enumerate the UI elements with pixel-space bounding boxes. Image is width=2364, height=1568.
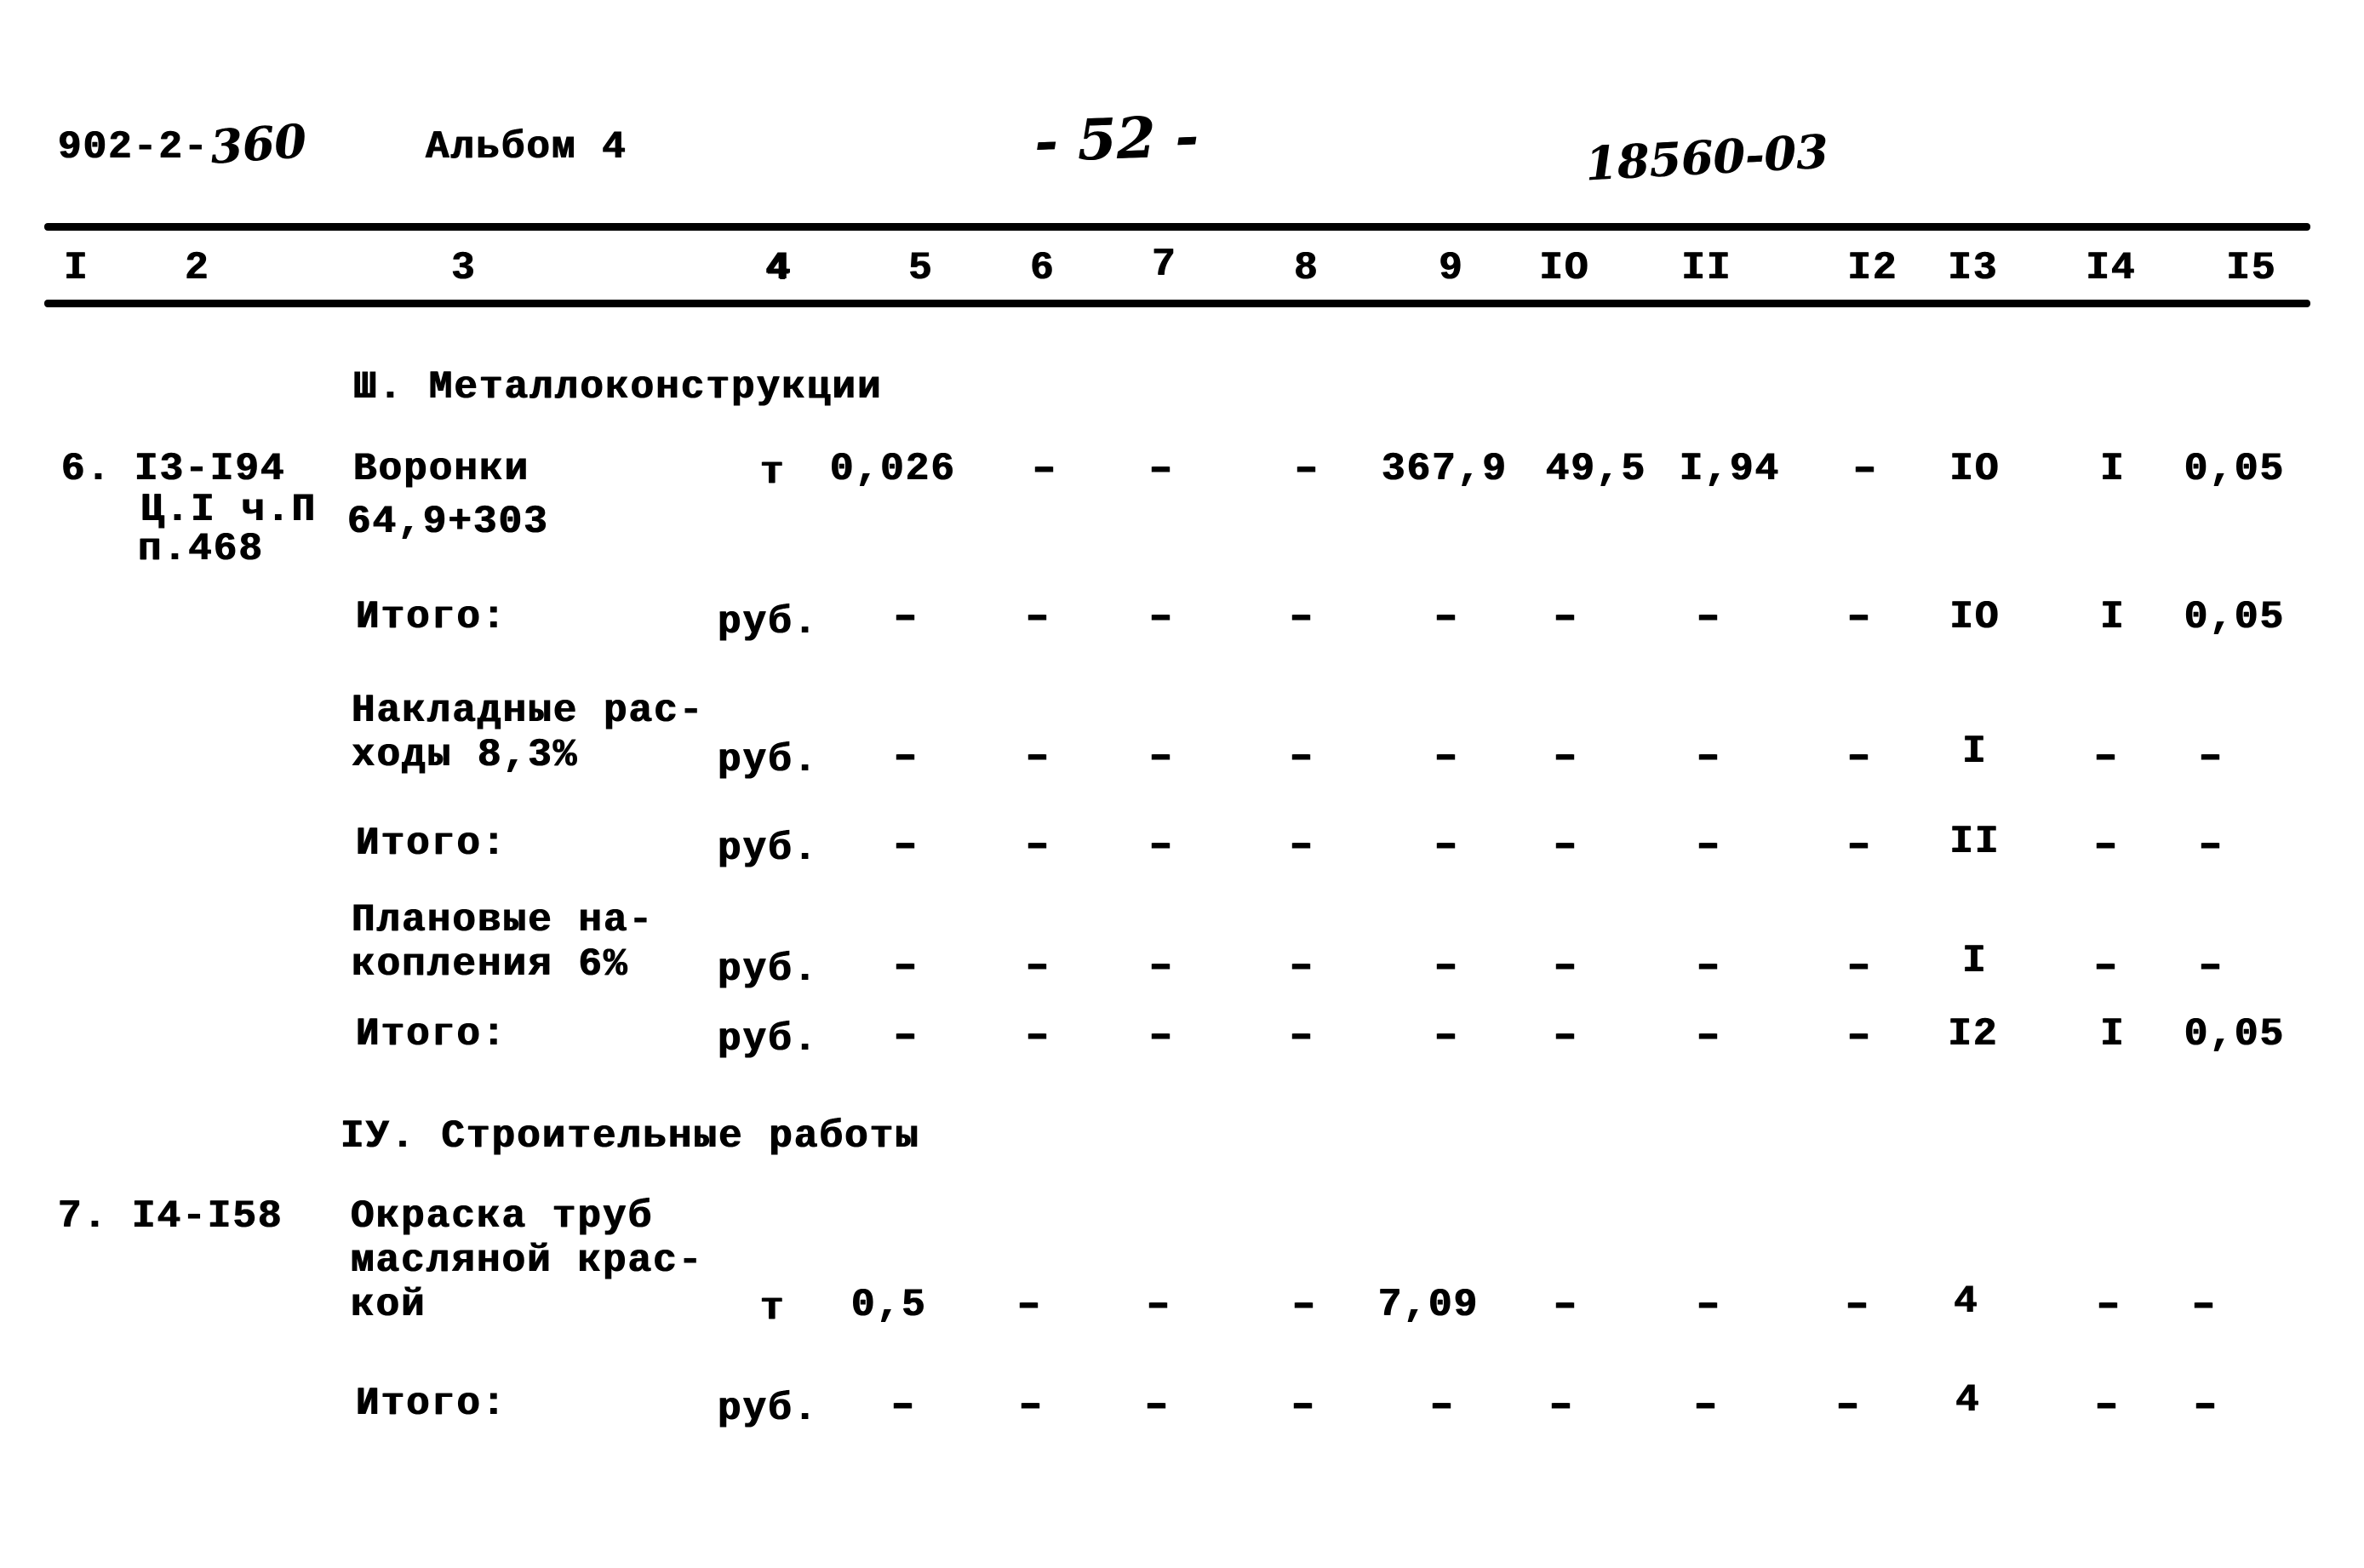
row7-col11-dash: -	[1690, 1279, 1729, 1331]
column-number-15: I5	[2226, 246, 2277, 290]
overhead-label-line2: ходы 8,3%	[352, 733, 579, 777]
row6-name-line1: Воронки	[353, 447, 530, 491]
row7-col14-dash: -	[2090, 1279, 2129, 1331]
itogo1-unit: руб.	[718, 600, 819, 644]
stamp-number: 18560-03	[1583, 123, 1829, 192]
row6-ref-line3: п.468	[138, 527, 265, 571]
itogo4-unit: руб.	[718, 1387, 819, 1431]
itogo1-col10-dash: -	[1547, 592, 1586, 643]
overhead-label-line1: Накладные рас-	[352, 689, 705, 733]
itogo4-col6-dash: -	[1012, 1380, 1051, 1431]
planned-unit: руб.	[718, 947, 819, 992]
itogo2-unit: руб.	[718, 827, 819, 871]
itogo2-col15-dash: -	[2192, 820, 2231, 871]
column-number-7: 7	[1152, 243, 1177, 287]
row6-name-line2: 64,9+303	[347, 500, 549, 544]
row7-col15-dash: -	[2185, 1279, 2224, 1331]
row7-name-line2: масляной крас-	[351, 1239, 704, 1283]
overhead-col12-dash: -	[1840, 731, 1880, 782]
row6-col8-dash: -	[1288, 444, 1327, 495]
itogo4-col11-dash: -	[1687, 1380, 1726, 1431]
overhead-col5-dash: -	[887, 731, 926, 782]
itogo2-col11-dash: -	[1690, 820, 1729, 871]
row6-col9-value: 367,9	[1381, 447, 1508, 491]
planned-col14-dash: -	[2087, 941, 2126, 992]
itogo3-col9-dash: -	[1428, 1010, 1467, 1062]
row7-quantity: 0,5	[851, 1283, 927, 1327]
planned-label-line2: копления 6%	[352, 942, 629, 987]
album-title: Альбом 4	[426, 125, 627, 169]
planned-col6-dash: -	[1019, 941, 1058, 992]
planned-label-line1: Плановые на-	[352, 898, 655, 942]
itogo3-col8-dash: -	[1283, 1010, 1322, 1062]
itogo4-label: Итого:	[356, 1382, 507, 1426]
row6-unit: т	[760, 450, 786, 495]
itogo2-col7-dash: -	[1142, 820, 1182, 871]
itogo4-col12-dash: -	[1829, 1380, 1869, 1431]
itogo1-col9-dash: -	[1428, 592, 1467, 643]
overhead-unit: руб.	[718, 738, 819, 782]
overhead-col13-value: I	[1962, 730, 1988, 774]
itogo3-col6-dash: -	[1019, 1010, 1058, 1062]
planned-col10-dash: -	[1547, 941, 1586, 992]
overhead-col15-dash: -	[2192, 731, 2231, 782]
itogo1-label: Итого:	[356, 595, 507, 639]
itogo1-col11-dash: -	[1690, 592, 1729, 643]
planned-col8-dash: -	[1283, 941, 1322, 992]
itogo1-col15-value: 0,05	[2184, 595, 2286, 639]
row7-col9-value: 7,09	[1377, 1283, 1480, 1327]
planned-col5-dash: -	[887, 941, 926, 992]
itogo2-col13-value: II	[1949, 820, 2001, 864]
row6-quantity: 0,026	[830, 447, 957, 491]
itogo1-col6-dash: -	[1019, 592, 1058, 643]
overhead-col9-dash: -	[1428, 731, 1467, 782]
row7-col8-dash: -	[1285, 1279, 1325, 1331]
row6-col10-value: 49,5	[1545, 447, 1647, 491]
doc-code-handwritten: 360	[208, 113, 308, 175]
row7-number: 7.	[58, 1194, 109, 1239]
row6-col12-dash: -	[1846, 444, 1886, 495]
overhead-col14-dash: -	[2087, 731, 2126, 782]
row6-col13-value: IO	[1949, 447, 2001, 491]
itogo3-col10-dash: -	[1547, 1010, 1586, 1062]
row6-col6-dash: -	[1026, 444, 1065, 495]
planned-col13-value: I	[1962, 939, 1988, 983]
section3-title: Ш. Металлоконструкции	[353, 365, 883, 409]
itogo4-col7-dash: -	[1138, 1380, 1177, 1431]
column-number-14: I4	[2086, 246, 2137, 290]
row7-col6-dash: -	[1010, 1279, 1050, 1331]
itogo3-col13-value: I2	[1948, 1012, 1999, 1056]
itogo2-col8-dash: -	[1283, 820, 1322, 871]
itogo3-col7-dash: -	[1142, 1010, 1182, 1062]
itogo1-col8-dash: -	[1283, 592, 1322, 643]
itogo4-col14-dash: -	[2088, 1380, 2127, 1431]
itogo3-col14-value: I	[2100, 1012, 2126, 1056]
planned-col12-dash: -	[1840, 941, 1880, 992]
row6-ref-line1: I3-I94	[135, 447, 286, 491]
itogo3-label: Итого:	[356, 1012, 507, 1056]
column-number-11: II	[1681, 246, 1732, 290]
itogo1-col5-dash: -	[887, 592, 926, 643]
row7-col7-dash: -	[1140, 1279, 1179, 1331]
planned-col7-dash: -	[1142, 941, 1182, 992]
overhead-col10-dash: -	[1547, 731, 1586, 782]
column-number-3: 3	[451, 246, 477, 290]
column-number-6: 6	[1030, 246, 1056, 290]
itogo3-col11-dash: -	[1690, 1010, 1729, 1062]
column-number-10: IO	[1539, 246, 1590, 290]
row7-ref: I4-I58	[132, 1194, 283, 1239]
column-number-8: 8	[1294, 246, 1319, 290]
itogo2-col5-dash: -	[887, 820, 926, 871]
row6-col14-value: I	[2100, 447, 2126, 491]
itogo2-col14-dash: -	[2087, 820, 2126, 871]
column-number-9: 9	[1439, 246, 1464, 290]
row6-col7-dash: -	[1142, 444, 1182, 495]
itogo3-col15-value: 0,05	[2184, 1012, 2286, 1056]
column-number-4: 4	[766, 246, 792, 290]
row7-col10-dash: -	[1547, 1279, 1586, 1331]
column-number-5: 5	[908, 246, 934, 290]
itogo2-col10-dash: -	[1547, 820, 1586, 871]
itogo2-col12-dash: -	[1840, 820, 1880, 871]
overhead-col6-dash: -	[1019, 731, 1058, 782]
row6-ref-line2: Ц.I ч.П	[140, 488, 318, 532]
row6-col15-value: 0,05	[2184, 447, 2286, 491]
column-number-12: I2	[1847, 246, 1898, 290]
row7-col12-dash: -	[1839, 1279, 1878, 1331]
planned-col15-dash: -	[2192, 941, 2231, 992]
itogo4-col13-value: 4	[1955, 1378, 1981, 1422]
page-number: - 52 -	[1033, 102, 1199, 175]
column-number-1: I	[64, 246, 89, 290]
itogo3-col5-dash: -	[887, 1010, 926, 1062]
itogo3-col12-dash: -	[1840, 1010, 1880, 1062]
planned-col11-dash: -	[1690, 941, 1729, 992]
row6-number: 6.	[61, 447, 112, 491]
row7-name-line1: Окраска труб	[351, 1194, 654, 1239]
itogo1-col7-dash: -	[1142, 592, 1182, 643]
itogo2-col6-dash: -	[1019, 820, 1058, 871]
itogo1-col13-value: IO	[1949, 595, 2001, 639]
itogo4-col15-dash: -	[2187, 1380, 2226, 1431]
table-bottom-rule	[44, 300, 2310, 307]
row7-name-line3: кой	[351, 1283, 426, 1327]
overhead-col11-dash: -	[1690, 731, 1729, 782]
table-top-rule	[44, 223, 2310, 231]
itogo3-unit: руб.	[718, 1017, 819, 1062]
itogo2-label: Итого:	[356, 821, 507, 866]
itogo4-col8-dash: -	[1285, 1380, 1324, 1431]
overhead-col8-dash: -	[1283, 731, 1322, 782]
overhead-col7-dash: -	[1142, 731, 1182, 782]
itogo1-col12-dash: -	[1840, 592, 1880, 643]
itogo4-col10-dash: -	[1543, 1380, 1582, 1431]
itogo4-col5-dash: -	[884, 1380, 924, 1431]
itogo2-col9-dash: -	[1428, 820, 1467, 871]
planned-col9-dash: -	[1428, 941, 1467, 992]
row7-col13-value: 4	[1954, 1279, 1979, 1324]
itogo1-col14-value: I	[2100, 595, 2126, 639]
section4-title: IУ. Строительные работы	[341, 1114, 920, 1159]
itogo4-col9-dash: -	[1423, 1380, 1462, 1431]
doc-code-typed: 902-2-	[58, 125, 209, 169]
row7-unit: т	[760, 1286, 786, 1331]
column-number-2: 2	[185, 246, 210, 290]
row6-col11-value: I,94	[1679, 447, 1781, 491]
column-number-13: I3	[1948, 246, 1999, 290]
